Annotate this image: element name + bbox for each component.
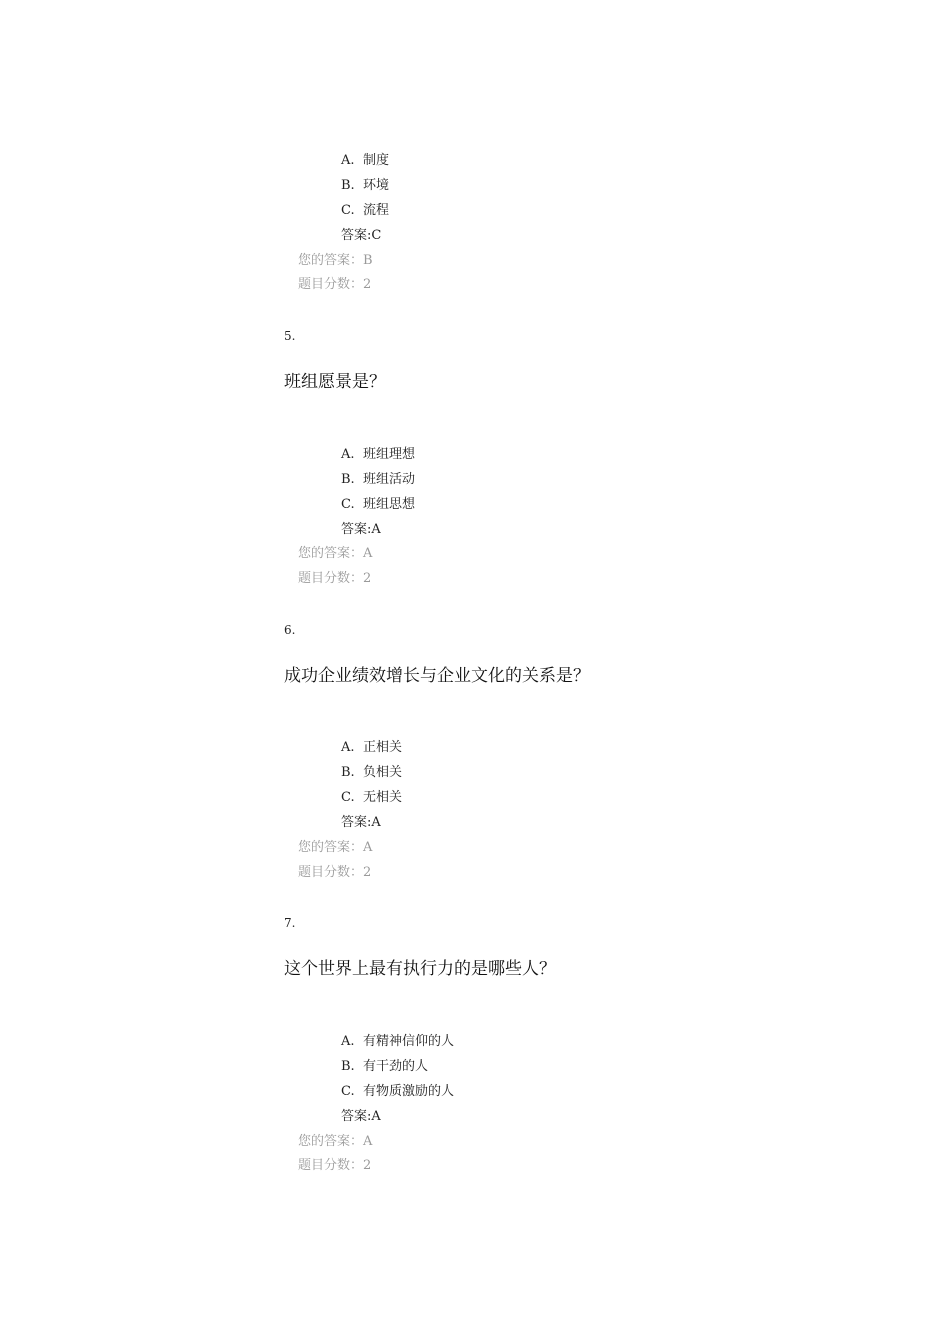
option-a: A. 有精神信仰的人 <box>341 1034 455 1049</box>
option-b: B. 有干劲的人 <box>341 1059 429 1074</box>
your-answer: 您的答案：A <box>298 840 373 855</box>
option-c: C. 班组思想 <box>341 497 416 512</box>
option-c: C. 无相关 <box>341 790 403 805</box>
option-b: B. 环境 <box>341 178 390 193</box>
question-score: 题目分数：2 <box>298 865 372 880</box>
correct-answer: 答案:A <box>341 522 381 537</box>
your-answer: 您的答案：A <box>298 1134 373 1149</box>
option-b: B. 班组活动 <box>341 472 416 487</box>
question-score: 题目分数：2 <box>298 571 372 586</box>
question-score: 题目分数：2 <box>298 277 372 292</box>
question-text: 这个世界上最有执行力的是哪些人？ <box>284 959 556 979</box>
option-c: C. 有物质激励的人 <box>341 1084 455 1099</box>
option-a: A. 制度 <box>341 153 390 168</box>
your-answer: 您的答案：A <box>298 546 373 561</box>
correct-answer: 答案:A <box>341 1109 381 1124</box>
your-answer: 您的答案：B <box>298 253 373 268</box>
option-a: A. 班组理想 <box>341 447 416 462</box>
question-number: 5. <box>284 329 296 343</box>
question-text: 成功企业绩效增长与企业文化的关系是？ <box>284 666 590 686</box>
option-a: A. 正相关 <box>341 740 403 755</box>
correct-answer: 答案:A <box>341 815 381 830</box>
option-c: C. 流程 <box>341 203 390 218</box>
correct-answer: 答案:C <box>341 228 382 243</box>
option-b: B. 负相关 <box>341 765 403 780</box>
question-score: 题目分数：2 <box>298 1158 372 1173</box>
question-number: 7. <box>284 916 296 930</box>
question-number: 6. <box>284 623 296 637</box>
question-text: 班组愿景是？ <box>284 372 386 392</box>
